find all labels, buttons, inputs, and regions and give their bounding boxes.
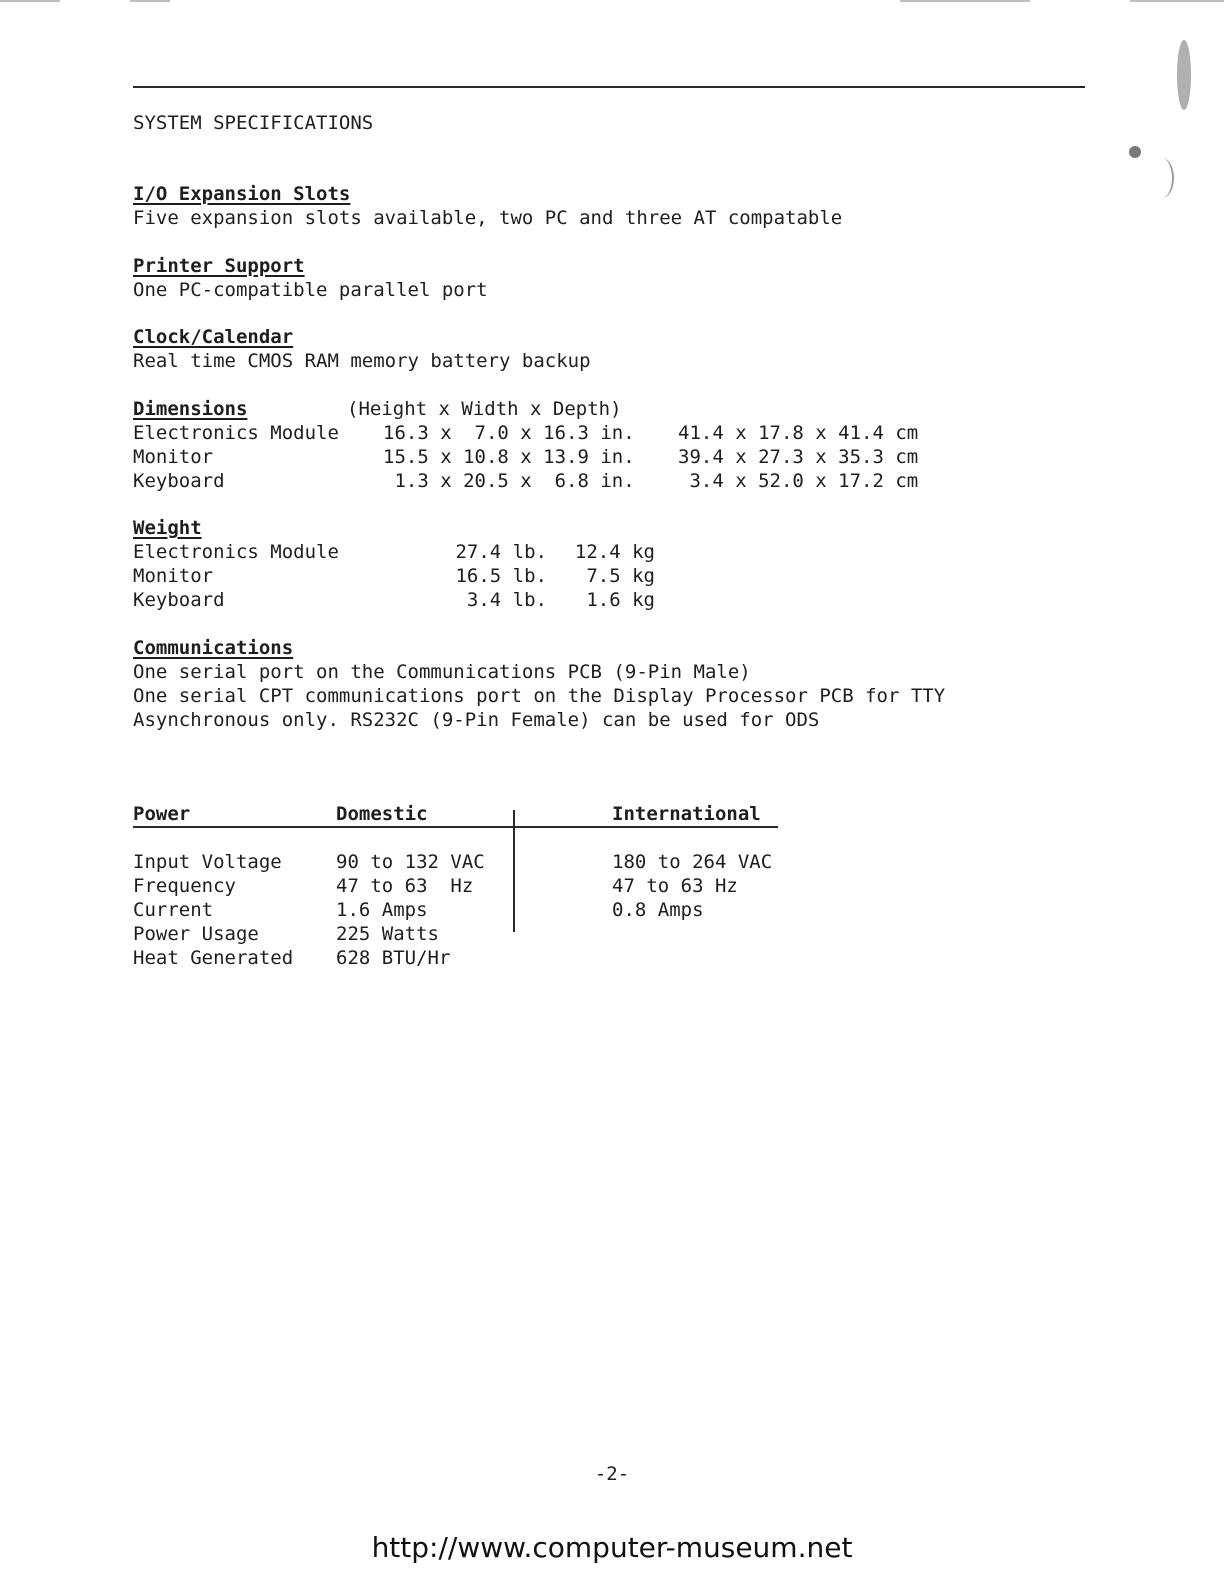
power-row-label: Input Voltage bbox=[133, 851, 282, 873]
dimensions-row-cm: 39.4 x 27.3 x 35.3 cm bbox=[678, 446, 919, 468]
dimensions-heading: Dimensions bbox=[133, 398, 248, 420]
weight-row-label: Monitor bbox=[133, 565, 214, 587]
footer-url[interactable]: http://www.computer-museum.net bbox=[371, 1531, 853, 1564]
power-row-label: Frequency bbox=[133, 875, 236, 897]
power-row-international: 180 to 264 VAC bbox=[612, 851, 773, 873]
weight-row-label: Electronics Module bbox=[133, 541, 339, 563]
scan-curve-mark bbox=[1150, 158, 1174, 198]
printer-heading: Printer Support bbox=[133, 255, 305, 277]
dimensions-row-label: Monitor bbox=[133, 446, 214, 468]
power-row-domestic: 225 Watts bbox=[336, 923, 439, 945]
scan-edge-mark-right-2 bbox=[1130, 0, 1224, 2]
printer-text: One PC-compatible parallel port bbox=[133, 279, 488, 301]
clock-text: Real time CMOS RAM memory battery backup bbox=[133, 350, 591, 372]
power-row-label: Current bbox=[133, 899, 214, 921]
dimensions-row-inches: 15.5 x 10.8 x 13.9 in. bbox=[383, 446, 635, 468]
power-table-header-rule bbox=[133, 826, 778, 828]
weight-heading: Weight bbox=[133, 517, 202, 539]
scan-blot-dot bbox=[1129, 146, 1141, 158]
power-header-label: Power bbox=[133, 803, 191, 825]
power-row-domestic: 90 to 132 VAC bbox=[336, 851, 485, 873]
power-row-international: 47 to 63 Hz bbox=[612, 875, 738, 897]
io-slots-text: Five expansion slots available, two PC and three AT compatable bbox=[133, 207, 843, 229]
io-slots-heading: I/O Expansion Slots bbox=[133, 183, 351, 205]
power-row-label: Heat Generated bbox=[133, 947, 294, 969]
communications-line: One serial CPT communications port on the Display Processor PCB for TTY bbox=[133, 685, 946, 707]
weight-row-label: Keyboard bbox=[133, 589, 225, 611]
clock-heading: Clock/Calendar bbox=[133, 326, 294, 348]
power-row-domestic: 47 to 63 Hz bbox=[336, 875, 474, 897]
dimensions-row-cm: 41.4 x 17.8 x 41.4 cm bbox=[678, 422, 919, 444]
scan-edge-mark-left-2 bbox=[130, 0, 170, 2]
dimensions-row-label: Electronics Module bbox=[133, 422, 339, 444]
weight-row-lb: 16.5 lb. bbox=[455, 565, 547, 587]
top-rule bbox=[133, 86, 1085, 88]
power-row-international: 0.8 Amps bbox=[612, 899, 704, 921]
weight-row-kg: 1.6 kg bbox=[586, 589, 655, 611]
weight-row-lb: 3.4 lb. bbox=[466, 589, 547, 611]
dimensions-row-cm: 3.4 x 52.0 x 17.2 cm bbox=[678, 470, 919, 492]
communications-line: One serial port on the Communications PCB (9-Pin Male) bbox=[133, 661, 751, 683]
weight-row-lb: 27.4 lb. bbox=[455, 541, 547, 563]
scan-blot-mark bbox=[1177, 40, 1191, 110]
page-title: SYSTEM SPECIFICATIONS bbox=[133, 112, 374, 134]
power-table-column-divider bbox=[513, 810, 515, 932]
scan-edge-mark-right bbox=[900, 0, 1030, 2]
power-row-domestic: 1.6 Amps bbox=[336, 899, 428, 921]
power-row-domestic: 628 BTU/Hr bbox=[336, 947, 451, 969]
dimensions-subheading: (Height x Width x Depth) bbox=[347, 398, 622, 420]
dimensions-row-label: Keyboard bbox=[133, 470, 225, 492]
weight-row-kg: 7.5 kg bbox=[586, 565, 655, 587]
power-header-international: International bbox=[612, 803, 761, 825]
page-number: -2- bbox=[594, 1463, 630, 1485]
dimensions-row-inches: 16.3 x 7.0 x 16.3 in. bbox=[383, 422, 635, 444]
power-header-domestic: Domestic bbox=[336, 803, 428, 825]
communications-heading: Communications bbox=[133, 637, 294, 659]
dimensions-row-inches: 1.3 x 20.5 x 6.8 in. bbox=[383, 470, 635, 492]
power-row-label: Power Usage bbox=[133, 923, 259, 945]
weight-row-kg: 12.4 kg bbox=[574, 541, 655, 563]
communications-line: Asynchronous only. RS232C (9-Pin Female) can be used for ODS bbox=[133, 709, 820, 731]
scan-edge-mark-left bbox=[0, 0, 60, 2]
